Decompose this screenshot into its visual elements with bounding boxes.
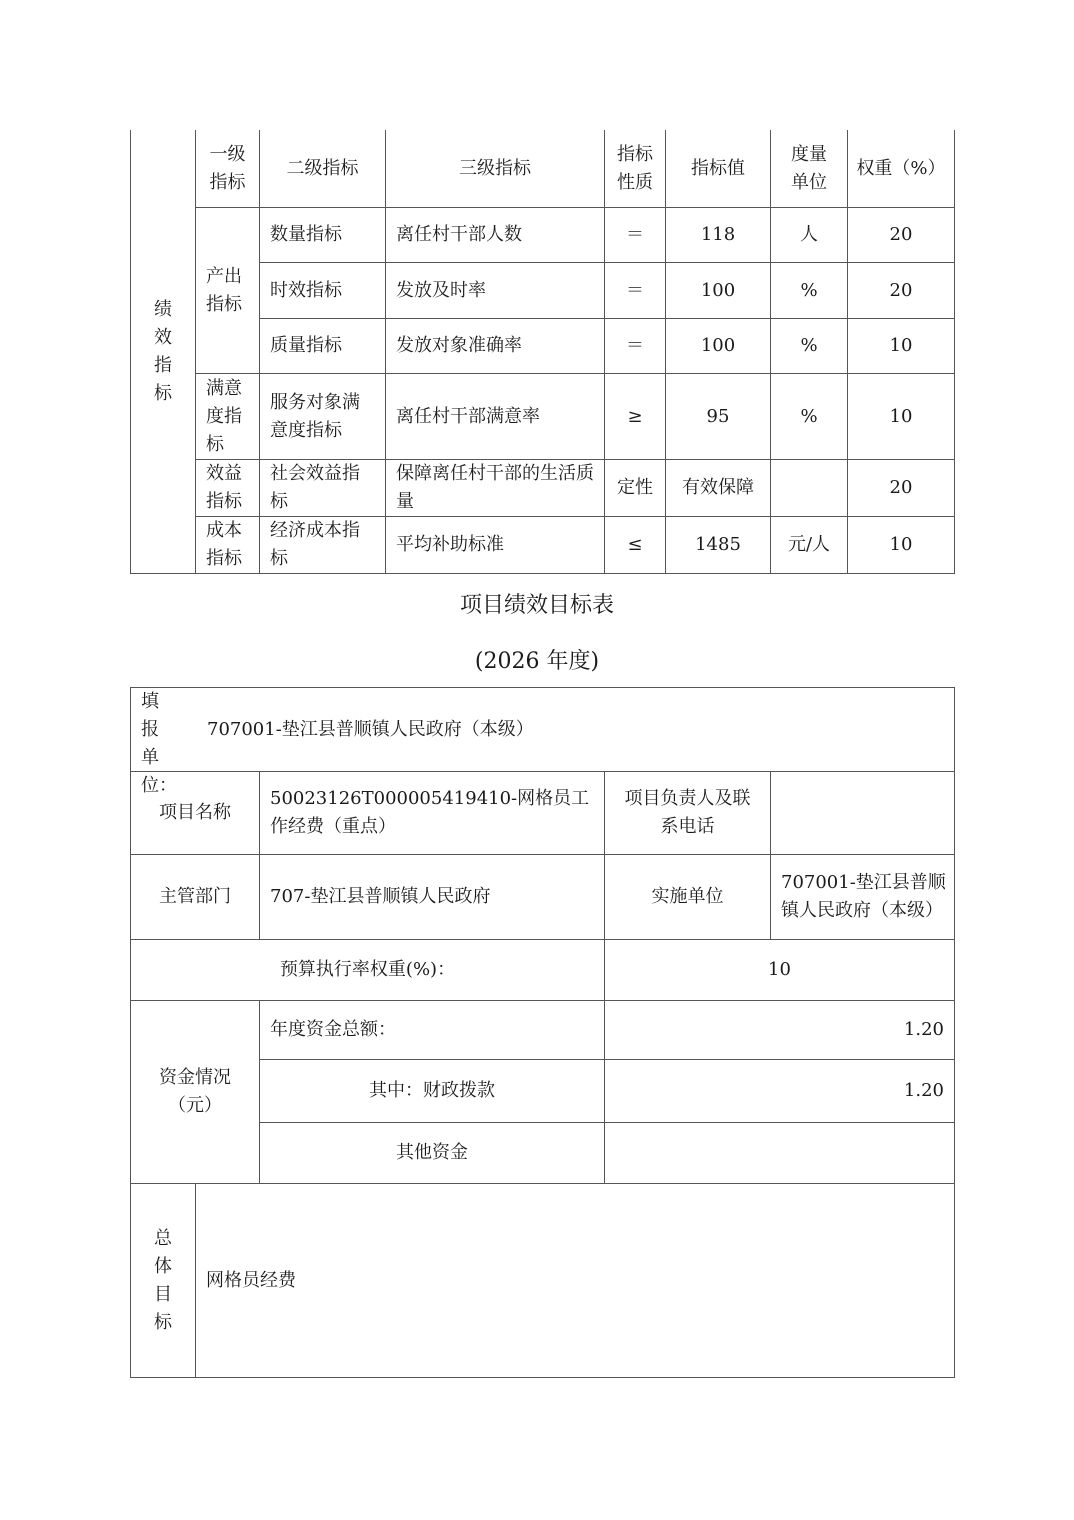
- indicator-nature-cell: 定性: [604, 459, 666, 517]
- fiscal-funds-label: 其中：财政拨款: [259, 1059, 605, 1123]
- indicator-l3-cell: 保障离任村干部的生活质量: [385, 459, 605, 517]
- unit-value: 707001-垫江县普顺镇人民政府（本级）: [207, 718, 534, 740]
- budget-weight-label: 预算执行率权重(%)：: [130, 939, 605, 1001]
- indicator-unit-cell: 元/人: [770, 516, 848, 574]
- other-funds-value: [604, 1122, 955, 1184]
- indicator-unit-cell: %: [770, 262, 848, 319]
- level1-satisfaction: 满意度指标: [195, 373, 260, 460]
- level1-cost: 成本指标: [195, 516, 260, 574]
- header-level3: 三级指标: [385, 130, 605, 208]
- indicator-weight-cell: 10: [847, 318, 955, 374]
- indicator-l2-cell: 社会效益指标: [259, 459, 386, 517]
- contact-value: [770, 771, 955, 855]
- group-label-performance: 绩效指标: [130, 130, 196, 574]
- indicator-l3-cell: 发放及时率: [385, 262, 605, 319]
- indicator-unit-cell: %: [770, 318, 848, 374]
- indicator-nature-cell: ＝: [604, 207, 666, 263]
- indicator-value-cell: 1485: [665, 516, 771, 574]
- total-funds-label: 年度资金总额：: [259, 1000, 605, 1060]
- indicator-nature-cell: ≤: [604, 516, 666, 574]
- indicator-weight-cell: 20: [847, 262, 955, 319]
- budget-weight-value: 10: [604, 939, 955, 1001]
- unit-label: 填报单位：: [141, 691, 177, 796]
- indicator-value-cell: 100: [665, 262, 771, 319]
- indicator-unit-cell: %: [770, 373, 848, 460]
- page-title: 项目绩效目标表: [459, 593, 614, 618]
- indicator-unit-cell: 人: [770, 207, 848, 263]
- indicator-weight-cell: 10: [847, 516, 955, 574]
- indicator-l2-cell: 数量指标: [259, 207, 386, 263]
- header-nature: 指标性质: [604, 130, 666, 208]
- total-funds-value: 1.20: [604, 1000, 955, 1060]
- header-value: 指标值: [665, 130, 771, 208]
- indicator-unit-cell: [770, 459, 848, 517]
- dept-label: 主管部门: [130, 854, 260, 940]
- indicator-l3-cell: 发放对象准确率: [385, 318, 605, 374]
- indicator-l3-cell: 离任村干部人数: [385, 207, 605, 263]
- fiscal-funds-value: 1.20: [604, 1059, 955, 1123]
- project-name-value: 50023126T000005419410-网格员工作经费（重点）: [259, 771, 605, 855]
- page-subtitle: (2026 年度): [474, 649, 600, 674]
- indicator-l2-cell: 经济成本指标: [259, 516, 386, 574]
- goal-value: 网格员经费: [195, 1183, 955, 1378]
- header-level2: 二级指标: [259, 130, 386, 208]
- indicator-l3-cell: 离任村干部满意率: [385, 373, 605, 460]
- indicator-value-cell: 100: [665, 318, 771, 374]
- indicator-value-cell: 有效保障: [665, 459, 771, 517]
- impl-label: 实施单位: [604, 854, 771, 940]
- indicator-weight-cell: 10: [847, 373, 955, 460]
- indicator-value-cell: 118: [665, 207, 771, 263]
- header-level1: 一级指标: [195, 130, 260, 208]
- impl-value: 707001-垫江县普顺镇人民政府（本级）: [770, 854, 955, 940]
- goal-label: 总体目标: [130, 1183, 196, 1378]
- indicator-l2-cell: 质量指标: [259, 318, 386, 374]
- indicator-l3-cell: 平均补助标准: [385, 516, 605, 574]
- unit-row: [130, 687, 955, 796]
- indicator-weight-cell: 20: [847, 459, 955, 517]
- indicator-l2-cell: 服务对象满意度指标: [259, 373, 386, 460]
- level1-output: 产出指标: [195, 207, 260, 374]
- funds-label: 资金情况（元）: [130, 1000, 260, 1184]
- dept-value: 707-垫江县普顺镇人民政府: [259, 854, 605, 940]
- indicator-value-cell: 95: [665, 373, 771, 460]
- indicator-nature-cell: ＝: [604, 262, 666, 319]
- indicator-nature-cell: ≥: [604, 373, 666, 460]
- indicator-l2-cell: 时效指标: [259, 262, 386, 319]
- level1-benefit: 效益指标: [195, 459, 260, 517]
- contact-label: 项目负责人及联系电话: [604, 771, 771, 855]
- header-unit: 度量单位: [770, 130, 848, 208]
- indicator-nature-cell: ＝: [604, 318, 666, 374]
- project-name-label: 项目名称: [130, 771, 260, 855]
- header-weight: 权重（%）: [847, 130, 955, 208]
- other-funds-label: 其他资金: [259, 1122, 605, 1184]
- indicator-weight-cell: 20: [847, 207, 955, 263]
